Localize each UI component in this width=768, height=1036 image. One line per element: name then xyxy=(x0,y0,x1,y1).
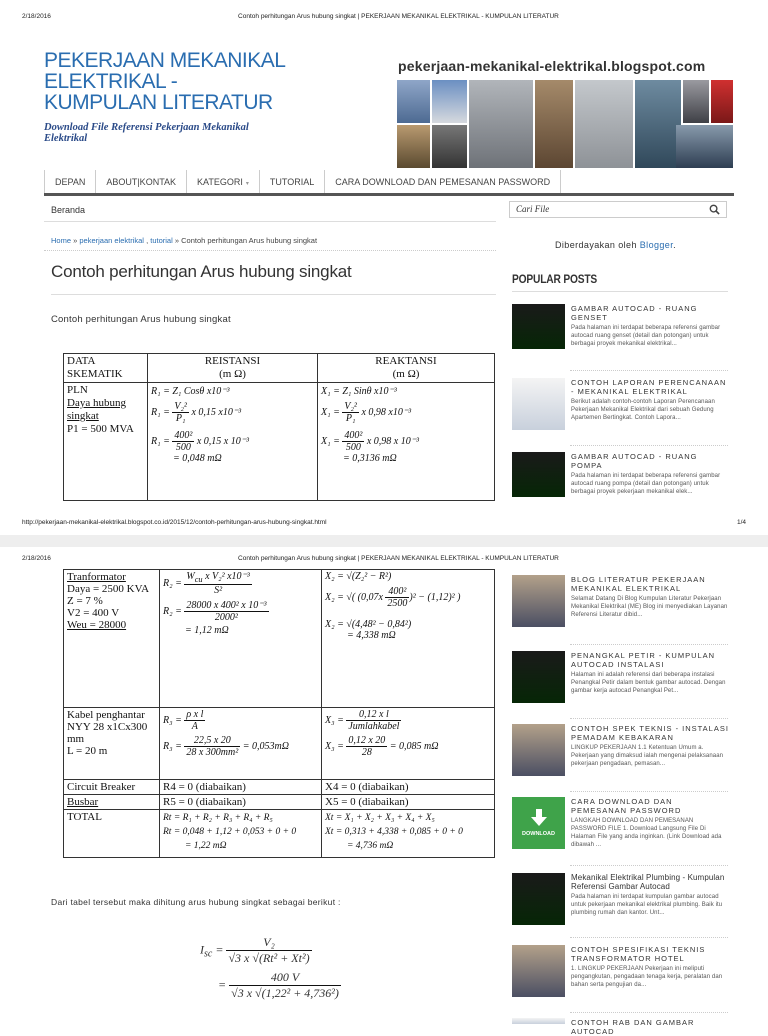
total-label-cell: TOTAL xyxy=(64,810,160,858)
download-label: DOWNLOAD xyxy=(522,831,555,837)
site-description: Download File Referensi Pekerjaan Mekanikal Elektrikal xyxy=(44,122,249,144)
popular-post-title[interactable]: CONTOH LAPORAN PERENCANAAN - MEKANIKAL ELEKTRIKAL xyxy=(571,378,727,396)
col-header-data-skematik: DATA SKEMATIK xyxy=(64,354,148,383)
banner-photo xyxy=(432,125,467,168)
banner-domain: pekerjaan-mekanikal-elektrikal.blogspot.com xyxy=(398,58,706,74)
banner-photo xyxy=(676,125,733,168)
print-footer xyxy=(22,519,746,526)
popular-post-title[interactable]: BLOG LITERATUR PEKERJAAN MEKANIKAL ELEKTRIKAL xyxy=(571,575,706,593)
post-title: Contoh perhitungan Arus hubung singkat xyxy=(51,262,352,281)
popular-post-snippet: LANGKAH DOWNLOAD DAN PEMESANAN PASSWORD FILE 1. Download Langsung File Di Halaman File yang anda inginkan. (Link Download ada dibawah ... xyxy=(571,818,722,848)
post-paragraph: Dari tabel tersebut maka dihitung arus hubung singkat sebagai berikut : xyxy=(51,897,341,907)
chevron-down-icon: ▾ xyxy=(245,181,249,187)
popular-post-snippet: Pada halaman ini terdapat kumpulan gambar autocad untuk pekerjaan mekanikal elektrikal plumbing. Baik itu plumbing rumah dan kantor. Unt... xyxy=(571,894,723,916)
banner-photo xyxy=(432,80,467,123)
popular-post-title[interactable]: CONTOH SPEK TEKNIS - INSTALASI PEMADAM KEBAKARAN xyxy=(571,724,729,742)
popular-post-item[interactable] xyxy=(512,797,732,849)
nav-cara-download[interactable]: CARA DOWNLOAD DAN PEMESANAN PASSWORD xyxy=(325,170,561,193)
beranda-bar xyxy=(44,200,496,222)
popular-post-snippet: Pada halaman ini terdapat beberapa referensi gambar autocad ruang pompa (detail dan potongan) untuk berbagai proyek pekerjaan mekanikal elek... xyxy=(571,473,721,495)
resistance-r2-cell: R₂ = $\frac{W_{cu} x V_2^2 x10^{-3}}{\text{S²}}$ R₂ = $\frac{\text{28000 x 400² x 10⁻³}}{\text{2000²}}$ = 1,12 mΩ xyxy=(160,570,322,708)
powered-by: Diberdayakan oleh Blogger. xyxy=(555,240,676,250)
banner-photo xyxy=(535,80,573,168)
popular-post-title[interactable]: Mekanikal Elektrikal Plumbing - Kumpulan Referensi Gambar Autocad xyxy=(571,873,725,891)
pln-data-cell: PLN Daya hubung singkat P1 = 500 MVA xyxy=(64,383,148,501)
r4-cell: R4 = 0 (diabaikan) xyxy=(160,780,322,795)
popular-post-item[interactable] xyxy=(512,378,732,430)
x5-cell: X5 = 0 (diabaikan) xyxy=(322,795,495,810)
popular-post-item[interactable] xyxy=(512,724,732,776)
print-date: 2/18/2016 xyxy=(22,555,51,562)
beranda-link[interactable]: Beranda xyxy=(51,205,86,215)
post-thumbnail[interactable] xyxy=(512,304,565,349)
print-doc-title: Contoh perhitungan Arus hubung singkat | PEKERJAAN MEKANIKAL ELEKTRIKAL - KUMPULAN LITERATUR xyxy=(238,555,559,562)
post-thumbnail[interactable] xyxy=(512,1018,565,1024)
popular-post-snippet: 1. LINGKUP PEKERJAAN Pekerjaan ini meliputi pengangkutan, pengadaan tenaga kerja, peralatan dan bahan serta pengujian da... xyxy=(571,966,723,988)
popular-post-snippet: Halaman ini adalah referensi dari beberapa instalasi Penangkal Petir dalam bentuk gambar autocad. Dengan gambar kerja autocad Penangkal Pet... xyxy=(571,672,726,694)
search-input[interactable] xyxy=(509,201,727,218)
isc-formula: $I_{sc}$ = $\frac{\text{V₂}}{\text{√3 x √(Rt² + Xt²)}}$ = $\frac{400 V}{\text{√3 x √(1,22² + 4,736²)}}$ xyxy=(200,935,339,1000)
reactance-x3-cell: X₃ = $\frac{\text{0,12 x l}}{\text{Jumlahkabel}}$ X₃ = $\frac{0,12 x 20}{28}$ = 0,085 mΩ xyxy=(322,708,495,780)
kabel-data-cell: Kabel penghantar NYY 28 x1Cx300 mm L = 20 m xyxy=(64,708,160,780)
popular-post-title[interactable]: CONTOH SPESIFIKASI TEKNIS TRANSFORMATOR HOTEL xyxy=(571,945,706,963)
print-page-number: 1/4 xyxy=(736,519,746,526)
print-header xyxy=(22,13,746,20)
post-thumbnail[interactable] xyxy=(512,651,565,703)
resistance-r3-cell: R₃ = $\frac{\text{ρ x l}}{A}$ R₃ = $\frac{22,5 x 20}{\text{28 x 300mm²}}$ = 0,053mΩ xyxy=(160,708,322,780)
main-navigation xyxy=(44,170,734,196)
banner-photo xyxy=(397,125,430,168)
banner-photo xyxy=(635,80,681,168)
post-thumbnail[interactable] xyxy=(512,873,565,925)
site-title[interactable]: PEKERJAAN MEKANIKAL ELEKTRIKAL - KUMPULAN LITERATUR xyxy=(44,49,285,114)
banner-photo-row xyxy=(676,125,733,168)
post-thumbnail[interactable] xyxy=(512,378,565,430)
nav-about-kontak[interactable]: ABOUT|KONTAK xyxy=(96,170,187,193)
popular-post-title[interactable]: PENANGKAL PETIR - KUMPULAN AUTOCAD INSTALASI xyxy=(571,651,716,669)
popular-post-title[interactable]: CARA DOWNLOAD DAN PEMESANAN PASSWORD xyxy=(571,797,682,815)
breadcrumb-current: Contoh perhitungan Arus hubung singkat xyxy=(181,236,318,245)
calc-table-pln xyxy=(63,353,495,501)
col-header-reistansi: REISTANSI (m Ω) xyxy=(148,354,318,383)
trafo-data-cell: Tranformator Daya = 2500 KVA Z = 7 % V2 = 400 V Weu = 28000 xyxy=(64,570,160,708)
breadcrumb-tutorial[interactable]: tutorial xyxy=(150,236,173,245)
popular-posts-heading: POPULAR POSTS xyxy=(512,272,598,286)
popular-post-item[interactable] xyxy=(512,1018,732,1036)
print-header xyxy=(22,555,746,562)
post-thumbnail[interactable] xyxy=(512,724,565,776)
post-thumbnail[interactable] xyxy=(512,575,565,627)
total-resistance-cell: Rt = R₁ + R₂ + R₃ + R₄ + R₅ Rt = 0,048 + 1,12 + 0,053 + 0 + 0 = 1,22 mΩ xyxy=(160,810,322,858)
reactance-x2-cell: X₂ = √(Z₂² − R²) X₂ = √( (0,07x $\frac{\text{400²}}{2500}$ )² − (1,12)² ) X₂ = √(4,48² − 0,84²) = 4,338 mΩ xyxy=(322,570,495,708)
circuit-breaker-cell: Circuit Breaker xyxy=(64,780,160,795)
blogger-link[interactable]: Blogger xyxy=(639,240,674,250)
x4-cell: X4 = 0 (diabaikan) xyxy=(322,780,495,795)
post-thumbnail[interactable] xyxy=(512,945,565,997)
resistance-r1-cell: R₁ = Z₁ Cosθ x10⁻³ R₁ = $\frac{\text{V₂²}}{\text{P₁}}$ x 0,15 x10⁻³ R₁ = $\frac{\text{400²}}{500}$ x 0,15 x 10⁻³ = 0,048 mΩ xyxy=(148,383,318,501)
total-reactance-cell: Xt = X₁ + X₂ + X₃ + X₄ + X₅ Xt = 0,313 + 4,338 + 0,085 + 0 + 0 = 4,736 mΩ xyxy=(322,810,495,858)
breadcrumb-home[interactable]: Home xyxy=(51,236,72,245)
post-subtitle: Contoh perhitungan Arus hubung singkat xyxy=(51,314,231,325)
popular-post-title[interactable]: GAMBAR AUTOCAD - RUANG POMPA xyxy=(571,452,698,470)
search-icon[interactable] xyxy=(709,204,720,215)
popular-post-snippet: Selamat Datang Di Blog Kumpulan Literatur Pekerjaan Mekanikal Elektrikal (ME) Blog ini menyediakan Layanan Referensi Literatur dibid... xyxy=(571,596,728,618)
nav-kategori[interactable]: KATEGORI ▾ xyxy=(187,170,260,193)
popular-post-snippet: LINGKUP PEKERJAAN 1.1 Ketentuan Umum a. Pekerjaan yang dimaksud ialah mengenai pelaksanaan pekerjaan pengadaan, pemasan... xyxy=(571,745,724,767)
print-doc-title: Contoh perhitungan Arus hubung singkat | PEKERJAAN MEKANIKAL ELEKTRIKAL - KUMPULAN LITERATUR xyxy=(238,13,559,20)
popular-post-snippet: Berikut adalah contoh-contoh Laporan Perencanaan Pekerjaan Mekanikal Elektrikal dari sebuah Gedung Apartemen Bertingkat. Contoh Lapora... xyxy=(571,399,715,421)
popular-post-title[interactable]: CONTOH RAB DAN GAMBAR AUTOCAD xyxy=(571,1018,695,1036)
nav-tutorial[interactable]: TUTORIAL xyxy=(260,170,325,193)
banner-photo xyxy=(469,80,533,168)
popular-post-item[interactable] xyxy=(512,873,732,925)
calc-table-continued xyxy=(63,569,495,858)
popular-post-item[interactable] xyxy=(512,945,732,997)
print-url: http://pekerjaan-mekanikal-elektrikal.blogspot.co.id/2015/12/contoh-perhitungan-arus-hubung-singkat.html xyxy=(22,519,327,526)
banner-photo xyxy=(575,80,633,168)
post-thumbnail[interactable] xyxy=(512,452,565,497)
col-header-reaktansi: REAKTANSI (m Ω) xyxy=(318,354,495,383)
print-date: 2/18/2016 xyxy=(22,13,51,20)
popular-post-item[interactable] xyxy=(512,304,732,349)
popular-post-item[interactable] xyxy=(512,575,732,627)
busbar-cell: Busbar xyxy=(64,795,160,810)
popular-post-item[interactable] xyxy=(512,452,732,497)
search-placeholder: Cari File xyxy=(516,204,550,214)
breadcrumb-pekerjaan-elektrikal[interactable]: pekerjaan elektrikal xyxy=(79,236,144,245)
r5-cell: R5 = 0 (diabaikan) xyxy=(160,795,322,810)
popular-post-item[interactable] xyxy=(512,651,732,703)
reactance-x1-cell: X₁ = Z₁ Sinθ x10⁻³ X₁ = $\frac{\text{V₂²}}{\text{P₁}}$ x 0,98 x10⁻³ X₁ = $\frac{\text{400²}}{500}$ x 0,98 x 10⁻³ = 0,3136 mΩ xyxy=(318,383,495,501)
banner-photo xyxy=(683,80,709,123)
breadcrumb: Home » pekerjaan elektrikal , tutorial » Contoh perhitungan Arus hubung singkat xyxy=(51,236,318,245)
popular-post-snippet: Pada halaman ini terdapat beberapa referensi gambar autocad ruang genset (detail dan potongan) untuk berbagai proyek mekanikal elektrikal... xyxy=(571,325,721,347)
post-thumbnail[interactable] xyxy=(512,797,565,849)
page-break xyxy=(0,535,768,547)
nav-depan[interactable]: DEPAN xyxy=(44,170,96,193)
banner-photo xyxy=(711,80,733,123)
popular-post-title[interactable]: GAMBAR AUTOCAD - RUANG GENSET xyxy=(571,304,698,322)
download-arrow-icon xyxy=(528,809,550,829)
banner-photo xyxy=(397,80,430,123)
banner-photo-row xyxy=(397,125,467,168)
